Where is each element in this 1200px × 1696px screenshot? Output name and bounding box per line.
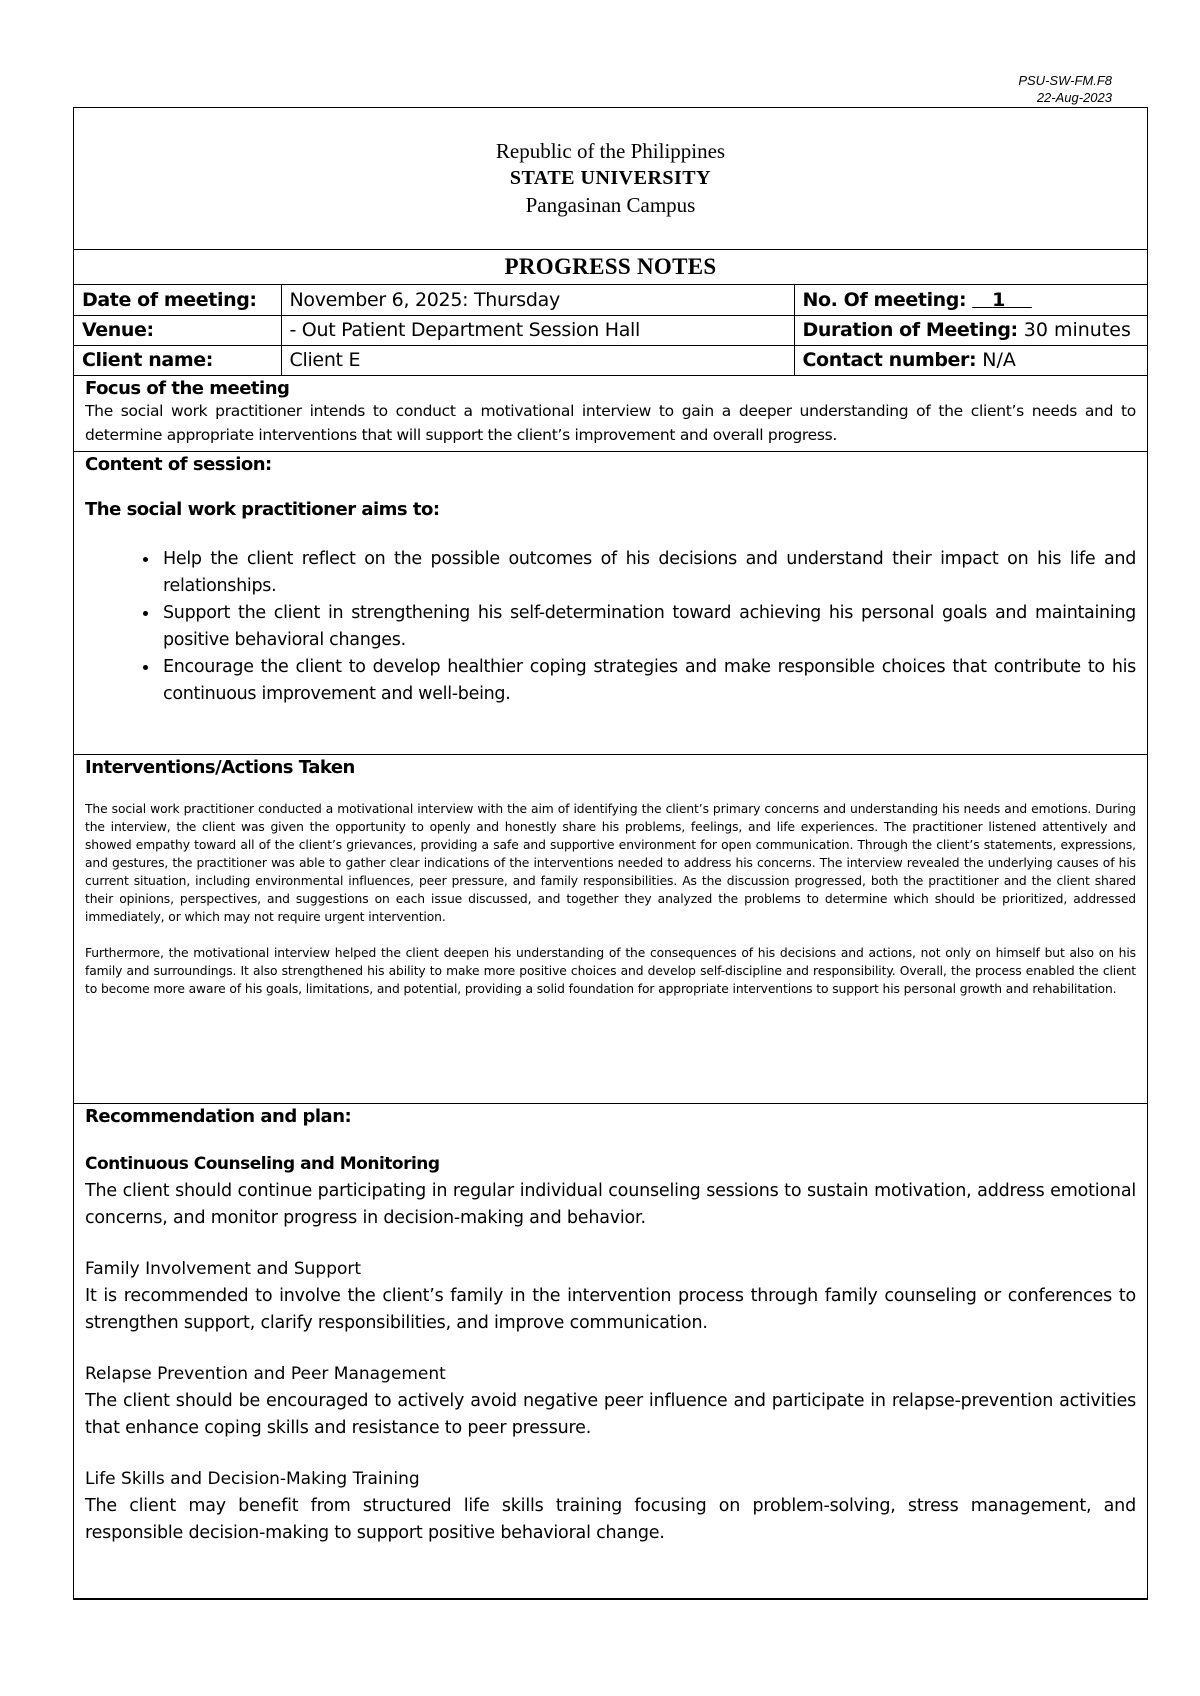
focus-heading: Focus of the meeting — [85, 377, 290, 399]
table-row — [74, 345, 1147, 375]
list-item: • Encourage the client to develop healthier coping strategies and make responsible choices that contribute to his continuous improvement and well-being. — [159, 654, 1136, 708]
document-code — [1018, 72, 1112, 106]
university-name: STATE UNIVERSITY — [509, 167, 712, 189]
contact-cell — [794, 345, 1147, 375]
duration-value: 30 minutes — [1023, 319, 1131, 341]
interventions-paragraph: Furthermore, the motivational interview helped the client deepen his understanding of the consequences of his decisions and actions, not only on himself but also on his family and surroundings. It also strengthened his ability to make more positive choices and develop self-discipline and responsibility. Overall, the process enabled the client to become more aware of his goals, limitations, and potential, providing a solid foundation for appropriate interventions to support his personal growth and rehabilitation. — [85, 945, 1136, 996]
contact-label: Contact number: — [802, 349, 977, 371]
list-item: • Support the client in strengthening his self-determination toward achieving his personal goals and maintaining positive behavioral changes. — [159, 600, 1136, 654]
content-heading: Content of session: — [85, 453, 272, 475]
recommendation-item — [85, 1361, 1136, 1442]
duration-cell — [794, 315, 1147, 345]
contact-value: N/A — [982, 349, 1016, 371]
interventions-heading: Interventions/Actions Taken — [85, 756, 355, 778]
recommendation-heading: Recommendation and plan: — [85, 1105, 352, 1127]
aims-list — [85, 546, 1136, 708]
form-code: PSU-SW-FM.F8 — [1018, 73, 1112, 88]
form-date: 22-Aug-2023 — [1036, 90, 1112, 105]
recommendation-text: The client may benefit from structured life skills training focusing on problem-solving, stress management, and responsible decision-making to support positive behavioral change. — [85, 1495, 1136, 1543]
recommendation-title: Family Involvement and Support — [85, 1258, 362, 1279]
focus-section — [74, 376, 1147, 452]
progress-notes-form — [73, 107, 1148, 1600]
meeting-info-table — [74, 285, 1147, 376]
country-line: Republic of the Philippines — [495, 139, 726, 163]
venue-value: - Out Patient Department Session Hall — [281, 315, 794, 345]
recommendation-item — [85, 1151, 1136, 1232]
meeting-number-cell — [794, 285, 1147, 315]
recommendation-item — [85, 1256, 1136, 1337]
date-value: November 6, 2025: Thursday — [281, 285, 794, 315]
client-label: Client name: — [74, 345, 281, 375]
duration-label: Duration of Meeting: — [802, 319, 1018, 341]
table-row — [74, 315, 1147, 345]
list-item: • Help the client reflect on the possible outcomes of his decisions and understand their impact on his life and relationships. — [159, 546, 1136, 600]
table-row — [74, 285, 1147, 315]
client-value: Client E — [281, 345, 794, 375]
institution-header — [74, 108, 1147, 250]
focus-text: The social work practitioner intends to conduct a motivational interview to gain a deeper understanding of the client’s needs and to determine appropriate interventions that will support the client’s improvement and overall progress. — [85, 401, 1136, 444]
date-label: Date of meeting: — [74, 285, 281, 315]
content-section — [74, 452, 1147, 755]
interventions-paragraph: The social work practitioner conducted a motivational interview with the aim of identifying the client’s primary concerns and understanding his needs and emotions. During the interview, the client was given the opportunity to openly and honestly share his problems, feelings, and life experiences. The practitioner listened attentively and showed empathy toward all of the client’s grievances, providing a safe and supportive environment for open communication. Through the client’s statements, expressions, and gestures, the practitioner was able to gather clear indications of the interventions needed to address his concerns. The interview revealed the underlying causes of his current situation, including environmental influences, peer pressure, and family responsibilities. As the discussion progressed, both the practitioner and the client shared their opinions, perspectives, and suggestions on each issue discussed, and together they analyzed the problems to determine which should be prioritized, addressed immediately, or which may not require urgent intervention. — [85, 801, 1136, 924]
meeting-number-value: 1 — [992, 288, 1006, 311]
meeting-number-label: No. Of meeting: — [802, 288, 967, 311]
recommendation-text: The client should continue participating in regular individual counseling sessions to sustain motivation, address emotional concerns, and monitor progress in decision-making and behavior. — [85, 1180, 1136, 1228]
aims-heading: The social work practitioner aims to: — [85, 498, 440, 520]
interventions-section — [74, 755, 1147, 1104]
recommendation-item — [85, 1466, 1136, 1547]
venue-label: Venue: — [74, 315, 281, 345]
campus-name: Pangasinan Campus — [525, 193, 696, 217]
recommendation-title: Relapse Prevention and Peer Management — [85, 1363, 446, 1384]
page-title: PROGRESS NOTES — [74, 250, 1147, 285]
recommendation-text: The client should be encouraged to actively avoid negative peer influence and participate in relapse-prevention activities that enhance coping skills and resistance to peer pressure. — [85, 1390, 1136, 1438]
recommendation-title: Life Skills and Decision-Making Training — [85, 1468, 420, 1489]
recommendation-title: Continuous Counseling and Monitoring — [85, 1153, 440, 1174]
recommendation-section — [74, 1104, 1147, 1547]
recommendation-text: It is recommended to involve the client’s family in the intervention process through family counseling or conferences to strengthen support, clarify responsibilities, and improve communication. — [85, 1285, 1136, 1333]
